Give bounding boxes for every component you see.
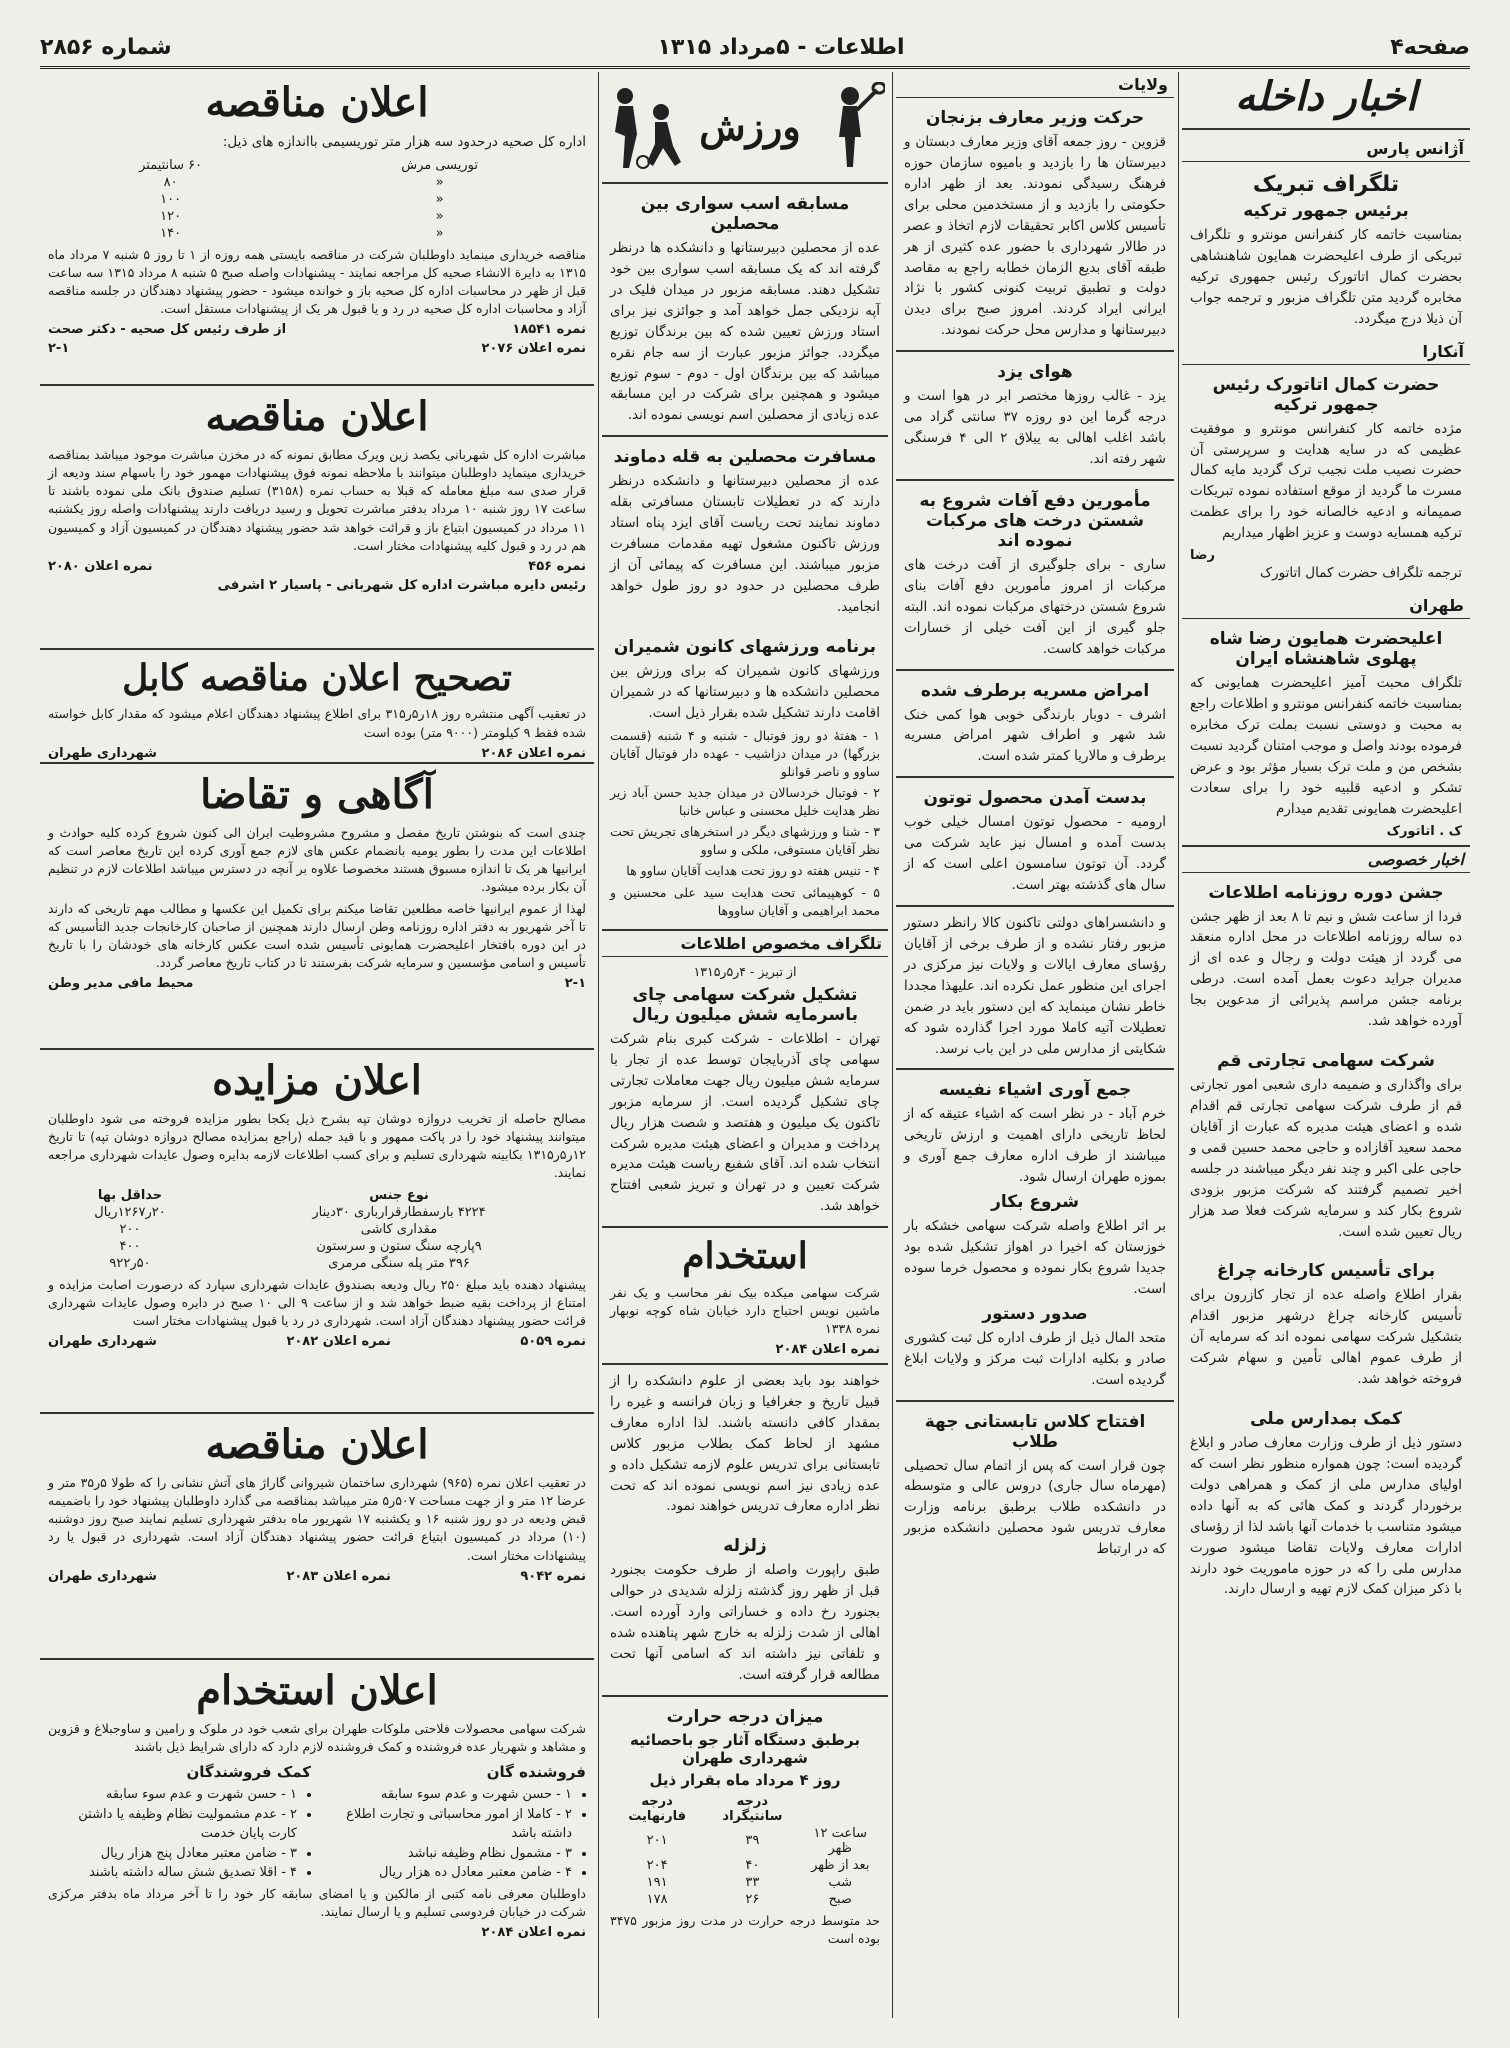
reply-intro: ترجمه تلگراف حضرت کمال اتاتورک [1260,565,1462,582]
tehran-telegram [1182,619,1470,846]
ad-number: نمره اعلان ۲۰۸۳ [286,1568,391,1584]
tender-notice-3 [40,1414,594,1660]
tender-number: نمره ۹۰۴۲ [520,1568,586,1584]
auction-notice [40,1050,594,1414]
ad-number: نمره اعلان ۲۰۸۴ [481,1925,586,1940]
weather-title: میزان درجه حرارت [666,1706,824,1727]
tennis-player-icon [815,82,885,172]
jubilee-article [1182,873,1470,1042]
article-body: خرم آباد - در نظر است که اشیاء عتیقه که از لحاظ تاریخی دارای اهمیت و ارزش تاریخی میباشند از طرف اداره معارف جمع آوری و بموزه طهران ارسال شود. [904,1106,1166,1186]
dateline: از تبریز - ۴ر۵ر۱۳۱۵ [693,963,797,979]
col-celsius: درجه سانتیگراد [722,1793,783,1824]
article-body: چون قرار است که پس از اتمام سال تحصیلی (مهرماه سال جاری) دروس عالی و متوسطه در دانشکده طلاب برطبق برنامه وزارت معارف تدریس شود محصلین دانشکده مزبور که در ارتباط [904,1457,1166,1558]
size-col-b: ۶۰ سانتیمتر [139,157,203,173]
size-col-a: توریسی مرش [401,157,479,173]
column-rule [598,72,599,2018]
auction-price: ۵۰ر۹۲۲ [109,1255,151,1271]
weather-subtitle: برطبق دستگاه آثار جو باحصائیه شهرداری طهران [629,1730,860,1767]
telegram-addressee: حضرت کمال اتاتورک رئیس جمهور ترکیه [1212,374,1440,415]
temp-label: ساعت ۱۲ ظهر [813,1825,867,1856]
minister-article [896,98,1174,352]
correction-signature: شهرداری طهران [48,745,157,761]
disease-article [896,671,1174,779]
auction-item: ۹پارچه سنگ ستون و سرستون [316,1238,482,1254]
auction-table [48,1187,586,1272]
notice-title: آگاهی و تقاضا [200,771,434,818]
telegram-signature: رضا [1190,548,1215,564]
temp-label: شب [828,1874,853,1890]
notice-body-2: لهذا از عموم ایرانیها خاصه مطلعین تقاضا میکنم برای تکمیل این عکسها و مطالب مهم تاریخی که دارند تا آخر شهریور به دفتر اداره روزنامه وطن ارسال دارند همچنین از صاحبان کارخانجات جدید التأسیس که در این دوره بافتخار اعلیحضرت همایونی تأسیس شده است عکس کارخانه های خودشان را با تاریخ تأسیس و اسامی مؤسسین و سرمایه شرکت بفرستند تا در کتاب تاریخ معاصر گردد. [48,900,586,970]
weather-day: روز ۴ مرداد ماه بقرار ذیل [649,1770,841,1789]
article-title: مسافرت محصلین به قله دماوند [613,447,877,468]
sports-title: ورزش [699,104,801,150]
auction-body-2: پیشنهاد دهنده باید مبلغ ۲۵۰ ریال ودیعه بصندوق عایدات شهرداری سپارد که درصورت اصابت مزایده و امتناع از پرداخت بقیه ضبط خواهد شد و از ساعت ۹ الی ۱۰ صبح در دایره وصول عایدات شهرداری قرائت حضور پیشنهاد دهندگان آزاد است. شهرداری در رد یا قبول پیشنهادات مختار است [48,1276,586,1328]
national-schools-aid-article [1182,1399,1470,1609]
paper-date: اطلاعات - ۵مرداد ۱۳۱۵ [657,34,905,60]
employment-body: شرکت سهامی میکده بیک نفر محاسب و یک نفر ماشین نویس احتیاج دارد خیابان شاه کوچه نوبهار نمره ۱۳۳۸ [610,1284,880,1336]
special-news-label: اخبار خصوصی [1182,847,1470,873]
damavand-article [602,437,888,626]
seller-item: • ۱ - حسن شهرت و عدم سوء سابقه [323,1785,572,1805]
auction-number: نمره ۵۰۵۹ [520,1333,586,1349]
article-title: صدور دستور [982,1303,1088,1324]
article-title: شرکت سهامی تجارتی قم [1217,1051,1435,1072]
auction-signature: شهرداری طهران [48,1333,157,1349]
notice-body-1: چندی است که بنوشتن تاریخ مفصل و مشروح مشروطیت ایران الی کنون شروع کرده کلیه حوادث و اطلاعات این مدت را بطور یومیه بانضمام عکس های لازم جمع آوری کرده این تاریخ معاصر است که ایرانیها هر یک تا اندازه مسبوق هستند مخصوصا علاوه بر آنچه در دسترس میباشد اطلاعات لازم در تنظیم آن بکار برده میشود. [48,825,586,895]
tender-number: نمره ۱۸۵۴۱ [512,322,586,338]
cable-correction-notice [40,650,594,764]
tender-signature: شهرداری طهران [48,1568,157,1584]
temperature-report [602,1695,888,1957]
domestic-news-column [1182,72,1470,2018]
col-type: نوع جنس [369,1187,429,1203]
sports-banner [602,72,888,184]
congrats-telegram [1182,162,1470,339]
ad-number: نمره اعلان ۲۰۸۶ [481,745,586,761]
national-schools-cont [896,907,1174,1070]
article-title: حرکت وزیر معارف بزنجان [925,108,1145,128]
tobacco-article [896,778,1174,907]
article-title: امراض مسریه برطرف شده [920,680,1150,701]
article-body: قزوین - روز جمعه آقای وزیر معارف دبستان و دبیرستان ها را بازدید و بامیوه سازمان حوزه فرهنگ رسیدگی نمودند. بعد از ظهر اداره حکومتی را بازدید و از مستخدمین محلی برای تأسیس کلاس اکابر تحقیقات لازم اتخاذ و عصر در طالار شهرداری با حضور عده کثیری از هر طبقه آقای بدیع الزمان خطابه راجع به مقاصد دولت و تطبیق تربیت کنونی کشور با نژاد ایرانی ایراد کردند. امروز صبح برای دیدن دبیرستانها و مدارس محل حرکت نمودند. [904,134,1166,339]
helper-item: • ۱ - حسن شهرت و عدم سوء سابقه [48,1785,297,1805]
ad-page: ۲-۱ [48,341,70,357]
ad-number: نمره اعلان ۲۰۸۲ [286,1333,391,1349]
column-rule [892,72,893,2018]
ankara-label: آنکارا [1182,339,1470,365]
tender-title: اعلان مناقصه [205,1421,429,1468]
provinces-label: ولایات [896,72,1174,98]
article-title: تشکیل شرکت سهامی چای باسرمایه شش میلیون ریال [632,984,858,1025]
article-body: بقرار اطلاع واصله عده از تجار کازرون برای تأسیس کارخانه چراغ درشهر مزبور اقدام بتشکیل شرکت سهامی نموده اند که سرمایه آن از طرف عموم اهالی تأمین و سهام شرکت فروخته خواهد شد. [1190,1287,1462,1388]
tender-signature: از طرف رئیس کل صحیه - دکتر صحت [48,322,287,338]
article-body: طبق راپورت واصله از طرف حکومت بجنورد قبل از ظهر روز گذشته زلزله شدیدی در حوالی بجنورد رخ داده و خساراتی وارد آورده است. اهالی از شدت زلزله به خارج شهر پناهنده شده و تلفاتی نیز داشته اند که اسامی آنها تحت مطالعه قرار گرفته است. [610,1562,880,1684]
article-title: کمک بمدارس ملی [1250,1409,1402,1430]
temp-c: ۳۳ [745,1874,760,1890]
program-item: ۲ - فوتبال خردسالان در میدان جدید حسن آباد زیر نظر هدایت خلیل محسنی و عباس خانبا [610,784,880,819]
temp-label: بعد از ظهر [811,1857,870,1873]
article-title: بدست آمدن محصول توتون [923,788,1147,809]
tender-signature: رئیس دایره مباشرت اداره کل شهربانی - پاسیار ۲ اشرفی [217,577,586,593]
employment-ad [602,1228,888,1365]
provinces-column [896,72,1174,2018]
article-subtitle: برئیس جمهور ترکیه [1243,201,1409,221]
auction-price: ۲۰ر۱۲۶۷ریال [94,1204,166,1220]
helper-item: • ۴ - اقلا تصدیق شش ساله داشته باشند [48,1863,297,1883]
summer-class-cont [602,1365,888,1526]
size-row: ۱۴۰ [160,225,182,241]
tender-intro: اداره کل صحیه درحدود سه هزار متر توریسیمی بااندازه های ذیل: [222,134,586,150]
ankara-telegram [1182,365,1470,593]
article-body: عده از محصلین دبیرستانها و دانشکده ها درنظر گرفته اند که یک مسابقه اسب سواری بین خود تشکیل دهند. مسابقه مزبور در میدان فلیک در آپه نزدیکی جمل خواهد آمد و جوائزی نیز برای استاد ورزش تعیین شده که بین برندگان توزیع میگردد. جوائز مزبور عبارت از سه جام نقره میباشد که بین برندگان اول - دوم - سوم توزیع میشود و همچنین برای شرکت در این مسابقه عده زیادی از محصلین اسم نویسی نموده اند. [610,240,880,424]
helper-title: کمک فروشندگان [186,1763,311,1782]
qom-company-article [1182,1041,1470,1251]
temp-c: ۳۹ [745,1833,760,1849]
hiring-body: شرکت سهامی محصولات فلاحتی ملوکات طهران برای شعب خود در ملوک و رامین و ساوجبلاغ و قزوین و مشاهد و شهریار عده فروشنده و کمک فروشنده لازم دارد که دارای شرایط ذیل باشند [48,1721,586,1755]
article-body: متحد المال ذیل از طرف اداره کل ثبت کشوری صادر و بکلیه ادارات ثبت مرکز و ولایات ابلاغ گردیده است. [904,1329,1166,1388]
lamp-factory-article [1182,1251,1470,1399]
article-body: عده از محصلین دبیرستانها و دانشکده درنظر دارند که در تعطیلات تابستان مسافرتی بقله دماوند نمایند تحت ریاست آقای ایزد پناه استاد ورزش تاکنون مشغول تهیه مقدمات مسافرت مزبور میباشند. این مسافرت که پیمائی آن از طرف محصلین در حدود دو روز طول خواهد انجامید. [610,473,880,615]
auction-item: ۳۹۶ متر پله سنگی مرمری [328,1255,470,1271]
tender-title: اعلان مناقصه [205,393,429,440]
ad-number: نمره اعلان ۲۰۸۰ [48,558,153,574]
weather-footer: حد متوسط درجه حرارت در مدت روز مزبور ۳۴۷۵ بوده است [610,1912,880,1947]
article-body: دستور ذیل از طرف وزارت معارف صادر و ابلاغ گردیده است: چون همواره منظور نظر است که اولیای مدارس ملی از کمک و همراهی دولت برخوردار گردند و کمک هائی که به آنها داده میشود متناسب با خدمات آنها باشد لذا از رؤسای ادارات معارف ولایات تقاضا میشود صورت مدارس ملی را که در حوزه ماموریت خود دارند با ذکر میزان کمک لازم تهیه و ارسال دارند. [1190,1435,1462,1598]
article-body: تهران - اطلاعات - شرکت کبری بنام شرکت سهامی چای آذربایجان توسط عده از تجار با سرمایه شش میلیون ریال جهت معاملات تجارتی چای تشکیل گردیده است. از سرمایه مزبور تاکنون یک میلیون و هفتصد و شصت هزار ریال پرداخت و مدیران و اعضای هیئت مدیره شرکت انتخاب شده اند. آقای شفیع ریاست هیئت مدیره شرکت تعیین و در تهران و تبریز شعبی افتتاح خواهد شد. [610,1030,880,1215]
ad-number: نمره اعلان ۲۰۷۶ [481,341,586,357]
earthquake-article [602,1526,888,1695]
correction-body: در تعقیب آگهی منتشره روز ۱۸ر۵ر۳۱۵ برای اطلاع پیشنهاد دهندگان اعلام میشود که مقدار کابل خواسته شده فقط ۹ کیلومتر (۹۰۰۰ متر) بوده است [48,706,586,740]
notice-signature: محیط مافی مدیر وطن [48,976,194,991]
hiring-footer: داوطلبان معرفی نامه کتبی از مالکین و یا امضای سابقه کار خود را تا آخر مرداد ماه بدفتر مرکزی شرکت در خیابان فردوسی تسلیم و یا ارسال نمایند. [48,1885,586,1919]
temp-f: ۲۰۴ [646,1857,668,1873]
ad-number: نمره اعلان ۲۰۸۴ [775,1341,880,1357]
article-title: زلزله [723,1536,767,1557]
temp-f: ۲۰۱ [646,1833,668,1849]
tender-body: در تعقیب اعلان نمره (۹۶۵) شهرداری ساختمان شیروانی گاراژ های آتش نشانی را که طولا ۵ر۳۵ متر و عرضا ۱۲ متر و از جهت مساحت ۵۰۷ر۵ متر میباشد بمناقصه می گذارد داوطلبان پیشنهاد خود را باضمیمه قبض ودیعه در دو روز شنبه ۱۶ و یکشنبه ۱۷ شهریور ماه بدفتر شهرداری تسلیم نمایند صبح روز دوشنبه (۱۰) مرداد در کمیسیون ابتیاع قرائت حضور پیشنهاد دهندگان آزاد است. شهرداری در قبول یا رد پیشنهادات مختار است. [48,1475,586,1563]
agency-label: آژانس پارس [1182,136,1470,162]
helper-item: • ۲ - عدم مشمولیت نظام وظیفه یا داشتن کارت پایان خدمت [48,1805,297,1844]
article-title: برای تأسیس کارخانه چراغ [1216,1261,1436,1282]
article-title: شروع بکار [991,1192,1079,1213]
tehran-label: طهران [1182,593,1470,619]
col-price: حداقل بها [97,1187,163,1203]
program-item: ۴ - تنیس هفته دو روز تحت هدایت آقایان ساوو ها [626,863,880,879]
program-item: ۵ - کوهپیمائی تحت هدایت سید علی محسنین و محمد ابراهیمی و آقایان ساووها [610,884,880,918]
shemiran-article [602,627,888,931]
history-notice [40,764,594,1050]
domestic-news-title: اخبار داخله [1182,74,1470,130]
tender-notice-2 [40,386,594,650]
article-body: ارومیه - محصول توتون امسال خیلی خوب بدست آمده و امسال نیز عاید شرکت می گردد. آن توتون سامسون اعلی است که از سال های گذشته بهتر است. [904,814,1166,894]
page-number: صفحه۴ [1390,34,1470,60]
horse-race-article [602,184,888,437]
helper-item: • ۳ - ضامن معتبر معادل پنج هزار ریال [48,1844,297,1864]
tea-company-article [602,957,888,1228]
tender-notice-1 [40,72,594,386]
article-title: تلگراف تبریک [1252,172,1400,197]
ad-page: ۲-۱ [564,976,586,991]
seller-item: • ۴ - ضامن معتبر معادل ده هزار ریال [323,1863,572,1883]
auction-body: مصالح حاصله از تخریب دروازه دوشان تپه بشرح ذیل یکجا بطور مزایده فروخته می شود داوطلبان میتوانند پیشنهاد خود را در پاکت ممهور و با قید جمله (راجع بمزایده مصالح دروازه دوشان تپه) تا تاریخ ۱۲ر۵ر۱۳۱۵ بکابینه شهرداری تسلیم و برای کسب اطلاعات لازمه بدایره وصول عایدات شهرداری مراجعه نمایند. [48,1111,586,1181]
telegram-body: مژده خاتمه کار کنفرانس مونترو و موفقیت عظیمی که در سایه هدایت و سرپرستی آن حضرت نصیب ملت نجیب ترک گردید مایه کمال مسرت ما گردید از موقع استفاده نموده تبریکات صمیمانه و ادعیه خالصانه خود را برای عظمت ترکیه همسایه دوست و عزیز اظهار میداریم [1190,420,1462,542]
masthead [40,28,1470,69]
hiring-notice [40,1660,594,1946]
issue-number: شماره ۲۸۵۶ [40,34,172,60]
football-players-icon [605,82,685,172]
col-fahrenheit: درجه فارنهایت [628,1793,687,1824]
tender-number: نمره ۴۵۶ [528,558,586,574]
temperature-table [610,1793,880,1908]
tender-title: اعلان مناقصه [205,79,429,126]
size-row: ۱۲۰ [160,208,182,224]
article-body: اشرف - دوبار بارندگی خوبی هوا کمی خنک شد شهر و اطراف شهر امراض مسریه برطرف و مالاریا کمتر شده است. [904,706,1166,765]
article-body: خواهند بود باید بعضی از علوم دانشکده را از قبیل تاریخ و جغرافیا و زبان فرانسه و غیره را بمقدار کافی دانسته باشند. لذا اداره معارف مشهد از لحاظ کمک بطلاب مزبور کلاس تابستانی برای تدریس علوم لازمه تشکیل داده و عده زیادی نیز اسم نویسی نموده اند که تحت نظر اداره معارف تدریس خواهند نمود. [610,1372,880,1515]
article-title: جشن دوره روزنامه اطلاعات [1208,882,1444,903]
article-body: و دانشسراهای دولتی تاکنون کالا رانظر دستور مزبور رفتار نشده و از طرف برخی از آقایان رؤسای معارف ایالات و ولایات نیز مرکزی در اجرای این منظور عمل نکرده اند. علیهذا مجددا خاطر نشان مینماید که این دستور باید در ضمن تعطیلات آتیه کاملا مورد اجرا گذارده شود که شکایتی از مدارس ملی در این باب نرسد. [904,914,1166,1057]
summer-class-article [896,1402,1174,1570]
khuzestan-articles [896,1070,1174,1401]
tender-body: مباشرت اداره کل شهربانی یکصد زین ویرک مطابق نمونه که در مخزن مباشرت موجود میباشد بمناقصه خریداری مینماید داوطلبان میتوانند با ملاحظه نمونه فوق پیشنهادات مهمور خود را باسهام سند ودیعه از قرار صدی سه مبلغ معامله که قبلا به حساب نمره (۳۱۵۸) تسلیم صندوق بانک ملی نموده باشند تا ساعت ۱۷ روز شنبه ۱۰ مرداد بدفتر مباشرت تحویل و رسید دریافت دارند پیشنهادات واصله روز یکشنبه ۱۱ مرداد در کمیسیون ابتیاع باز و قرائت خواهد شد حضور پیشنهاد دهندگان در کمیسیون آزاد و کمیسیون هم در رد و قبول کلیه پیشنهادات مختار است. [48,447,586,553]
telegram-signature: ک . اتاتورک [1386,823,1462,839]
auction-price: ۴۰۰ [119,1238,141,1254]
program-item: ۱ - هفتهٔ دو روز فوتبال - شنبه و ۴ شنبه (قسمت بزرگها) در میدان دزاشیب - عهده دار فوتبال آقایان ساوو و ناصر قوانلو [610,727,881,779]
ads-column [40,72,594,2018]
sports-column [602,72,888,2018]
article-body: برای واگذاری و ضمیمه داری شعبی امور تجارتی قم از طرف شرکت سهامی تجارتی قم اقدام شده و اعضای هیئت مدیره که عبارت از آقایان محمد سعید آقازاده و حاجی محمد حسین قمی و حاجی علی اکبر و چند نفر دیگر میباشند در جلسه اخیر تصمیم گرفتند که شرکت مزبور بزودی شروع بکار کند و سرمایه شرکت فعلا صد هزار ریال تعیین شده است. [1190,1077,1462,1240]
telegram-body: تلگراف محبت آمیز اعلیحضرت همایونی که بمناسبت خاتمه کنفرانس مونترو و اطلاعات راجع به محبت و دوستی نسبت بملت ترک مخابره فرموده بودند واصل و موجب امتنان گردید نسبت بشخص من و ملت ترک بسیار مؤثر بود و عرض تشکر و ادعیه قلبیه خود را برای سعادت اعلیحضرت همایونی تقدیم میدارم [1190,675,1462,817]
size-table: توریسی مرش ۶۰ سانتیمتر « ۸۰ « ۱۰۰ « ۱۲۰ « ۱۴۰ [48,157,586,242]
article-title: هوای یزد [997,362,1073,383]
auction-price: ۲۰۰ [119,1221,141,1237]
article-body: ساری - برای جلوگیری از آفت درخت های مرکبات از امروز مأمورین دفع آفات بنای شروع شستن درختهای مرکبات نموده اند. البته جلو گیری از این آفت خیلی از خسارات مرکبات خواهد کاست. [904,556,1166,657]
telegram-addressee: اعلیحضرت همایون رضا شاه پهلوی شاهنشاه ایران [1209,629,1443,670]
article-title: مسابقه اسب سواری بین محصلین [640,194,850,234]
temp-f: ۱۷۸ [646,1891,668,1907]
hiring-title: اعلان استخدام [196,1667,438,1714]
article-title: جمع آوری اشیاء نفیسه [938,1080,1132,1101]
article-title: برنامه ورزشهای کانون شمیران [613,636,877,657]
tender-body: مناقصه خریداری مینماید داوطلبان شرکت در مناقصه بایستی همه روزه از ۱ تا روز ۵ شنبه ۷ مرداد ماه ۱۳۱۵ به دایرة الانشاء صحیه کل مراجعه نمایند - پیشنهادات واصله صبح ۵ شنبه ۸ مرداد ۱۳۱۵ سه ساعت قبل از ظهر در محاسبات اداره کل صحیه باز و خوانده میشود - حضور پیشنهاد دهندگان در جلسه مناقصه آزاد و محاسبات اداره کل صحیه در رد و یا قبول هر یک از پیشنهادات مستقل است. [48,246,587,317]
temp-c: ۴۰ [745,1857,760,1873]
temp-f: ۱۹۱ [646,1874,668,1890]
employment-title: استخدام [682,1235,808,1278]
seller-title: فروشنده گان [486,1763,586,1782]
seller-item: • ۲ - کاملا از امور محاسباتی و تجارت اطلاع داشته باشد [323,1805,572,1844]
auction-title: اعلان مزایده [212,1057,422,1104]
article-intro: ورزشهای کانون شمیران که برای ورزش بین محصلین دانشکده ها و دبیرستانها که در شمیران اقامت دارند تشکیل شده بقرار ذیل است. [610,662,880,721]
article-title: مأمورین دفع آفات شروع به شستن درخت های مرکبات نموده اند [919,490,1151,551]
pest-control-article [896,481,1174,671]
size-row: ۸۰ [163,174,178,190]
column-rule [1178,72,1179,2018]
temp-c: ۲۶ [745,1891,760,1907]
telegraph-label: تلگراف مخصوص اطلاعات [602,931,888,957]
correction-title: تصحیح اعلان مناقصه کابل [122,657,512,699]
temp-label: صبح [828,1891,852,1907]
seller-item: • ۳ - مشمول نظام وظیفه نباشد [323,1844,572,1864]
article-body: فردا از ساعت شش و نیم تا ۸ بعد از ظهر جشن ده ساله روزنامه اطلاعات در محل اداره منعقد می گردد از هیئت دولت و رجال و عده ای از مدیران جراید دعوت بعمل آمده است. درطی برنامه جشن مراسم پذیرائی از مدعوین بجا آورده خواهد شد. [1190,908,1462,1030]
yazd-weather-article [896,352,1174,481]
auction-item: ۴۲۲۴ بارسفطارقرارباری ۳۰دینار [312,1204,486,1220]
article-body: بر اثر اطلاع واصله شرکت سهامی خشکه بار خوزستان که اخیرا در اهواز تشکیل شده بود جدیدا شروع بکار نموده و محصول خرما سوده است. [904,1218,1166,1297]
article-body: بمناسبت خاتمه کار کنفرانس مونترو و تلگراف تبریکی از طرف اعلیحضرت همایون شاهنشاهی بحضرت کمال اتاتورک رئیس جمهوری ترکیه مخابره گردید متن تلگراف مزبور و ترجمه جواب آن ذیلا درج میگردد. [1190,227,1462,327]
article-title: افتتاح کلاس تابستانی جهة طلاب [924,1411,1146,1452]
program-item: ۳ - شنا و ورزشهای دیگر در استخرهای تجریش تحت نظر آقایان مستوفی، ملکی و ساوو [610,824,880,858]
auction-item: مقداری کاشی [360,1221,438,1237]
article-body: یزد - غالب روزها مختصر ابر در هوا است و درجه گرما این دو روزه ۳۷ سانتی گراد می باشد اغلب اهالی به ییلاق ۲ الی ۴ فرسنگی شهر رفته اند. [904,388,1166,467]
size-row: ۱۰۰ [160,191,182,207]
